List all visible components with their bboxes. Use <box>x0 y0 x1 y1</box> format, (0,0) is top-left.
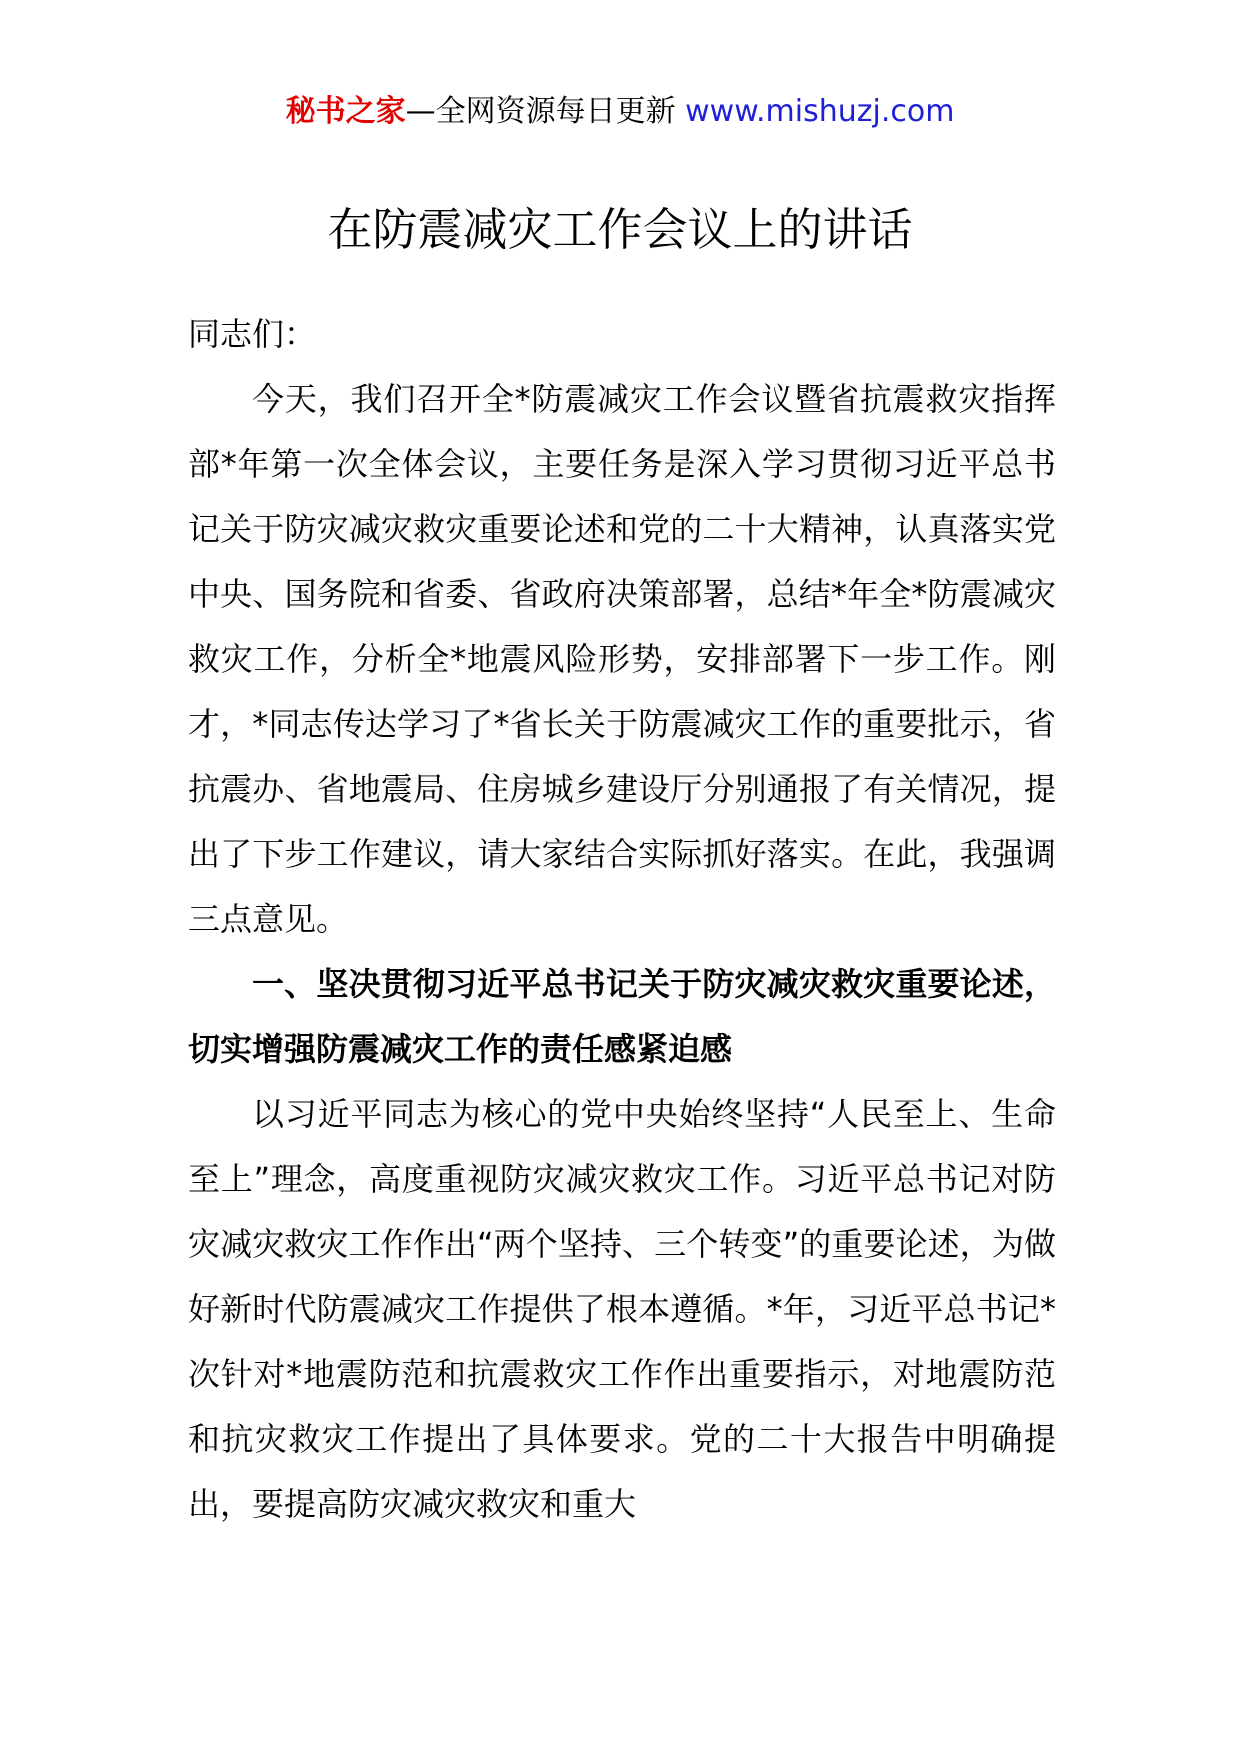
paragraph-opening: 今天，我们召开全*防震减灾工作会议暨省抗震救灾指挥部*年第一次全体会议，主要任务是深入学习贯彻习近平总书记关于防灾减灾救灾重要论述和党的二十大精神，认真落实党中央、国务院和省委、省政府决策部署，总结*年全*防震减灾救灾工作，分析全*地震风险形势，安排部署下一步工作。刚才，*同志传达学习了*省长关于防震减灾工作的重要批示，省抗震办、省地震局、住房城乡建设厅分别通报了有关情况，提出了下步工作建议，请大家结合实际抓好落实。在此，我强调三点意见。 <box>188 380 1056 938</box>
site-url-link[interactable]: www.mishuzj.com <box>685 94 955 129</box>
brand-name: 秘书之家 <box>285 94 406 129</box>
paragraph-section-1: 以习近平同志为核心的党中央始终坚持“人民至上、生命至上”理念，高度重视防灾减灾救灾工作。习近平总书记对防灾减灾救灾工作作出“两个坚持、三个转变”的重要论述，为做好新时代防震减灾工作提供了根本遵循。*年，习近平总书记*次针对*地震防范和抗震救灾工作作出重要指示，对地震防范和抗灾救灾工作提出了具体要求。党的二十大报告中明确提出，要提高防灾减灾救灾和重大 <box>188 1095 1056 1523</box>
document-title: 在防震减灾工作会议上的讲话 <box>327 203 913 256</box>
header-slogan: —全网资源每日更新 <box>405 94 676 129</box>
salutation: 同志们： <box>188 315 317 353</box>
document-body <box>188 302 1056 1537</box>
section-heading-1: 一、坚决贯彻习近平总书记关于防灾减灾救灾重要论述，切实增强防震减灾工作的责任感紧迫感 <box>188 965 1056 1068</box>
site-header <box>0 92 1240 132</box>
